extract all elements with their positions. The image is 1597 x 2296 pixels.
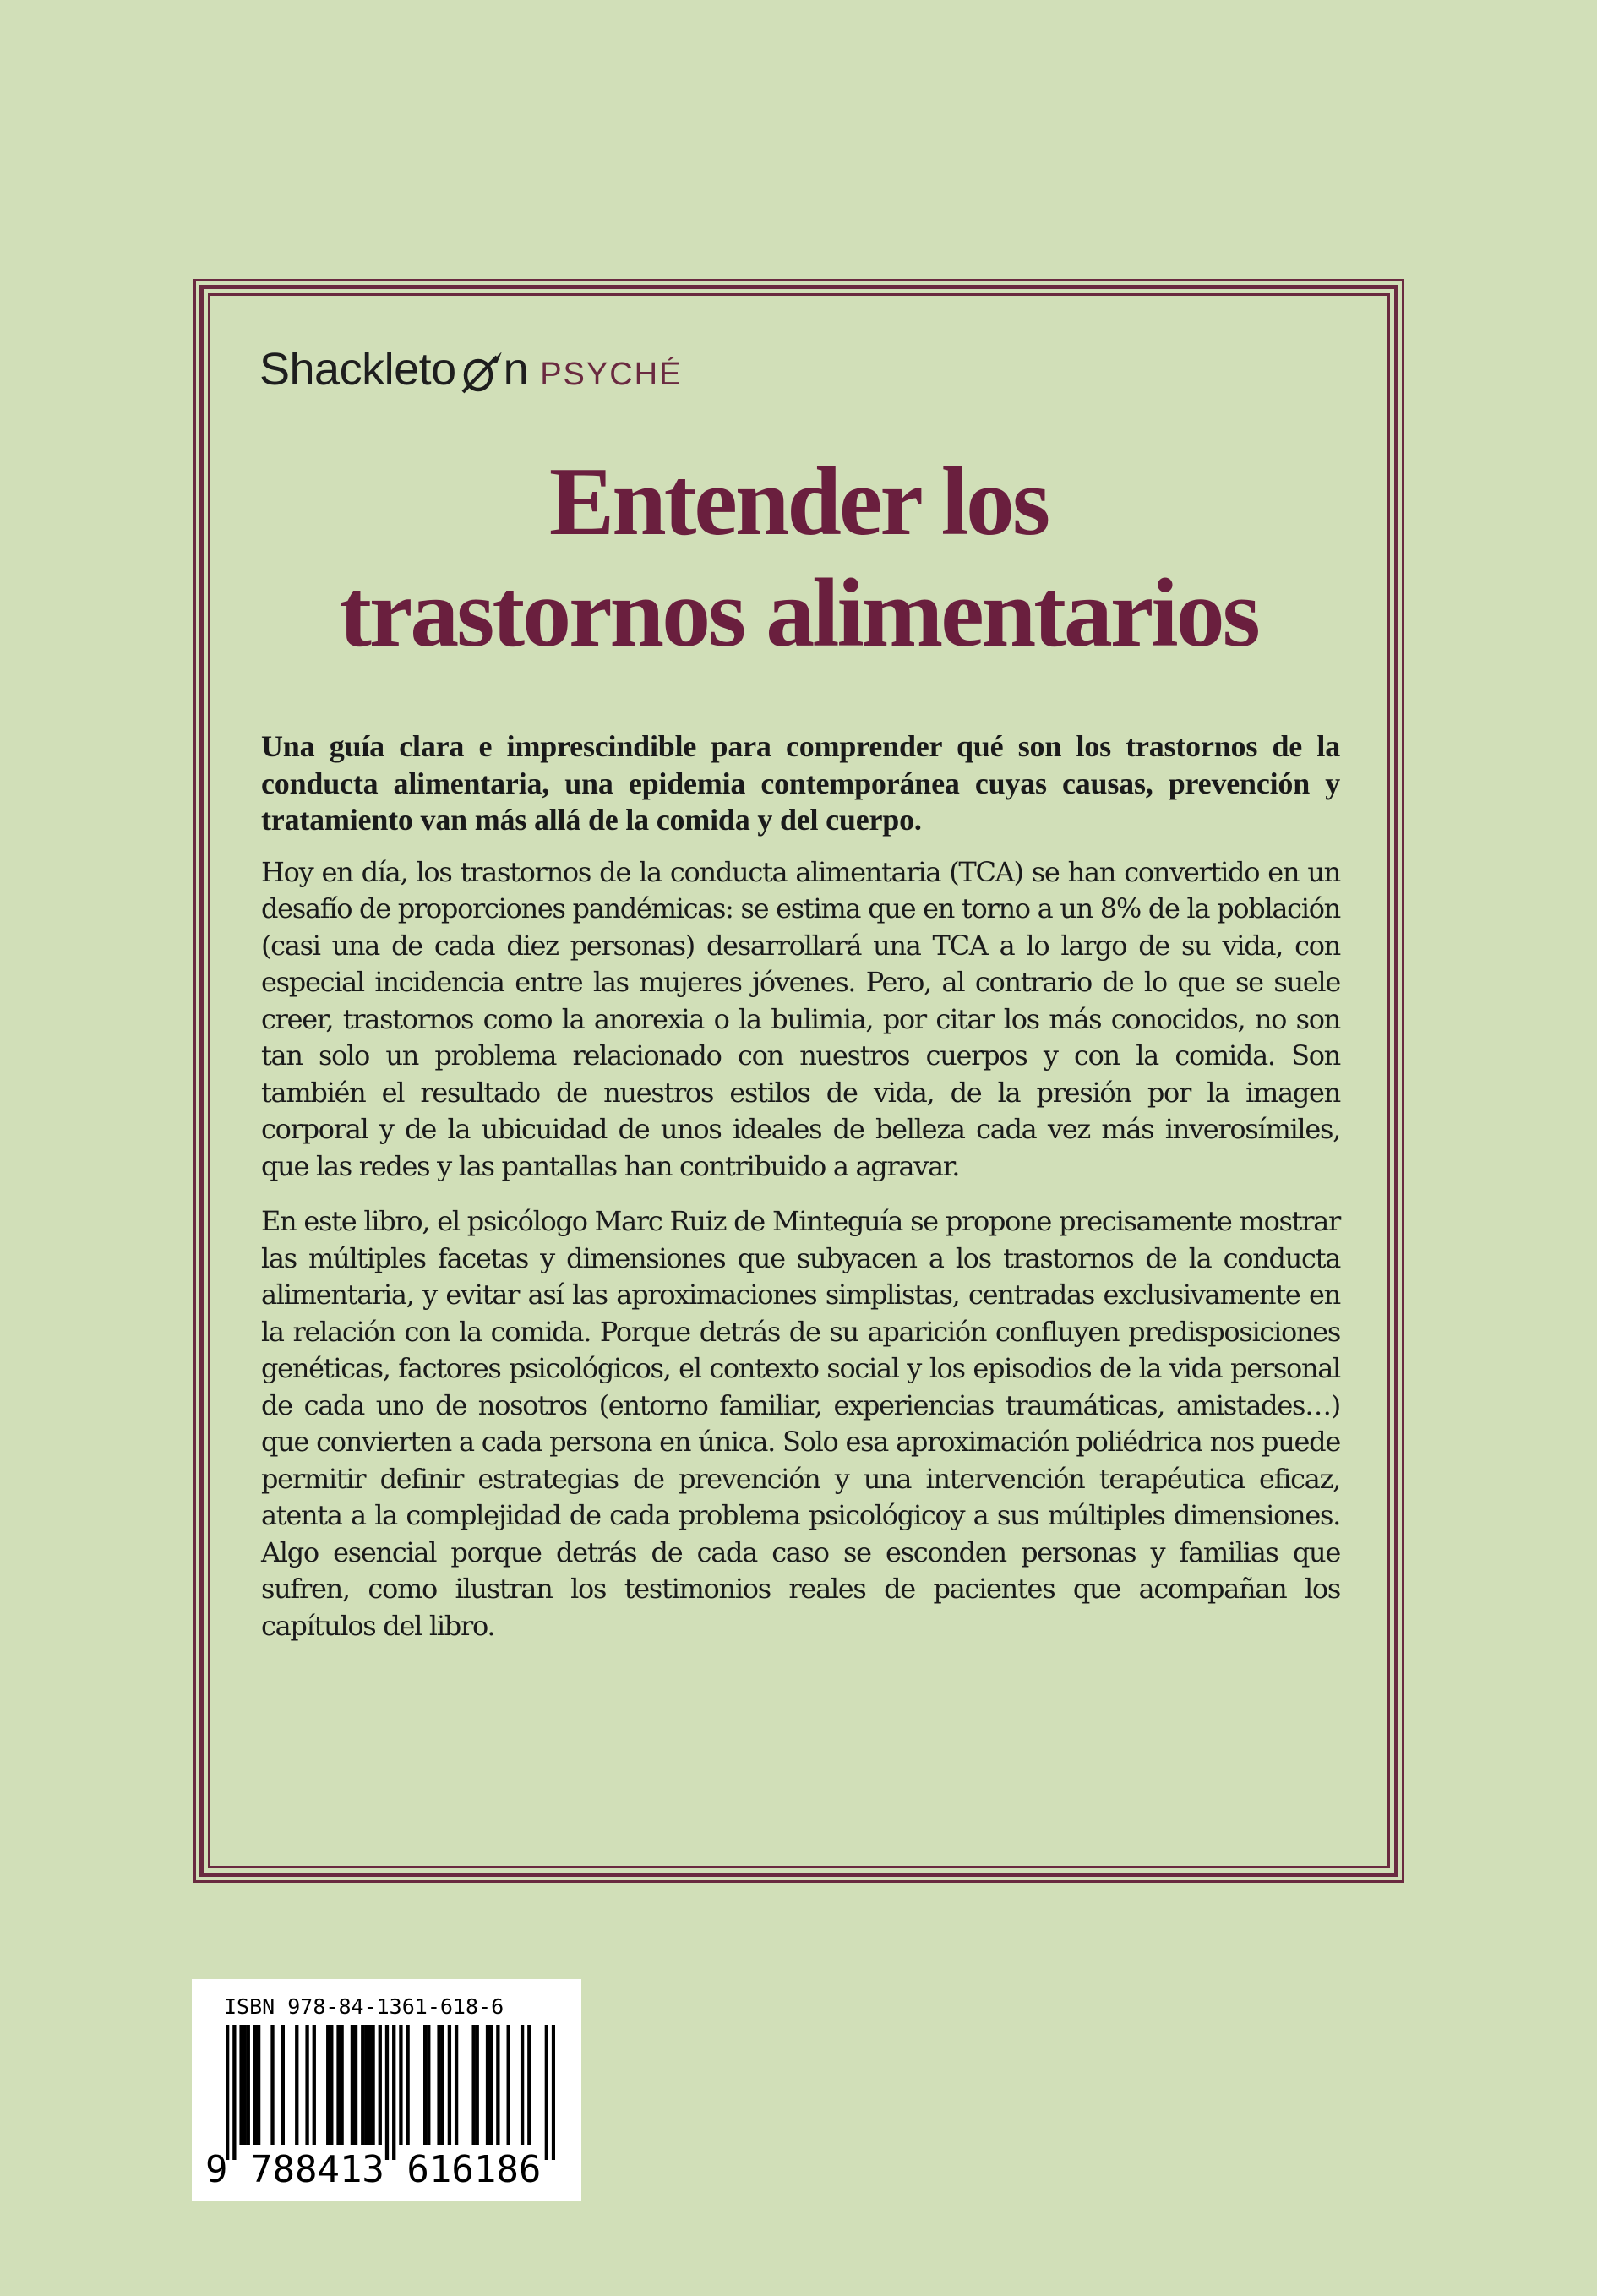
barcode-guard-bar bbox=[232, 2025, 236, 2160]
barcode-guard-bar bbox=[392, 2025, 395, 2160]
barcode-bar bbox=[437, 2025, 440, 2145]
barcode-bars bbox=[226, 2025, 555, 2160]
barcode-bar bbox=[281, 2025, 285, 2145]
barcode-bar bbox=[336, 2025, 340, 2145]
title-line-1: Entender los bbox=[548, 448, 1049, 556]
barcode-bar bbox=[441, 2025, 444, 2145]
barcode-bar bbox=[305, 2025, 308, 2145]
barcode-bar bbox=[527, 2025, 531, 2145]
barcode-bar bbox=[399, 2025, 402, 2145]
isbn-label: ISBN 978-84-1361-618-6 bbox=[224, 1994, 504, 2019]
barcode-bar bbox=[521, 2025, 524, 2145]
barcode-bar bbox=[361, 2025, 364, 2145]
barcode-bar bbox=[471, 2025, 475, 2145]
barcode-bar bbox=[313, 2025, 316, 2145]
barcode-bar bbox=[371, 2025, 374, 2145]
barcode-bar bbox=[406, 2025, 409, 2145]
compass-o-icon bbox=[458, 336, 504, 395]
barcode-bar bbox=[270, 2025, 274, 2145]
barcode-guard-bar bbox=[552, 2025, 555, 2160]
publisher-logo bbox=[259, 336, 682, 395]
barcode-bar bbox=[364, 2025, 368, 2145]
barcode-bar bbox=[239, 2025, 243, 2145]
barcode-bar bbox=[423, 2025, 427, 2145]
barcode-bar bbox=[507, 2025, 510, 2145]
barcode-bar bbox=[379, 2025, 382, 2145]
barcode-bar bbox=[476, 2025, 479, 2145]
barcode-bar bbox=[257, 2025, 260, 2145]
barcode-bar bbox=[340, 2025, 343, 2145]
barcode-bar bbox=[354, 2025, 357, 2145]
title-line-2: trastornos alimentarios bbox=[339, 559, 1258, 668]
barcode-box bbox=[192, 1979, 581, 2201]
barcode-bar bbox=[247, 2025, 250, 2145]
barcode-bar bbox=[427, 2025, 430, 2145]
blurb-lead: Una guía clara e imprescindible para comprender qué son los trastornos de la conducta alimentaria, una epidemia contemporánea cuyas causas, prevención y tratamiento van más allá de la comida y del cuerpo. bbox=[261, 729, 1340, 837]
publisher-name: Shackleto n bbox=[259, 336, 528, 395]
blurb-paragraph-2: En este libro, el psicólogo Marc Ruiz de Minteguía se propone precisamente mostrar las múltiples facetas y dimensiones que subyacen a los trastornos de la conducta alimentaria, y evitar así las aproximaciones simplistas, centradas exclusivamente en la relación con la comida. Porque detrás de su aparición confluyen predisposiciones genéticas, factores psicológicos, el contexto social y los episodios de la vida personal de cada uno de nosotros (entorno familiar, experiencias traumáticas, amistades…) que convierten a cada persona en única. Solo esa aproximación poliédrica nos puede permitir definir estrategias de prevención y una intervención terapéutica eficaz, atenta a la complejidad de cada problema psicológicoy a sus múltiples dimensiones. Algo esencial porque detrás de cada caso se esconden personas y familias que sufren, como ilustran los testimonios reales de pacientes que acompañan los capítulos del libro. bbox=[261, 1205, 1340, 1642]
book-title bbox=[0, 446, 1597, 669]
barcode-bar bbox=[455, 2025, 458, 2145]
barcode-bar bbox=[496, 2025, 499, 2145]
barcode-bar bbox=[351, 2025, 354, 2145]
barcode-guard-bar bbox=[545, 2025, 548, 2160]
blurb bbox=[261, 728, 1340, 1663]
barcode-bar bbox=[243, 2025, 247, 2145]
barcode-guard-bar bbox=[226, 2025, 229, 2160]
barcode-bar bbox=[330, 2025, 333, 2145]
barcode-bar bbox=[368, 2025, 371, 2145]
barcode-bar bbox=[489, 2025, 493, 2145]
series-name: PSYCHÉ bbox=[540, 357, 683, 392]
blurb-paragraph-1: Hoy en día, los trastornos de la conducta alimentaria (TCA) se han convertido en un desafío de proporciones pandémicas: se estima que en torno a un 8% de la población (casi una de cada diez personas) desarrollará una TCA a lo largo de su vida, con especial incidencia entre las mujeres jóvenes. Pero, al contrario de lo que se suele creer, trastornos como la anorexia o la bulimia, por citar los más conocidos, no son tan solo un problema relacionado con nuestros cuerpos y con la comida. Son también el resultado de nuestros estilos de vida, de la presión por la imagen corporal y de la ubicuidad de unos ideales de belleza cada vez más inverosímiles, que las redes y las pantallas han contribuido a agravar. bbox=[261, 855, 1340, 1182]
barcode-bar bbox=[253, 2025, 257, 2145]
barcode-guard-bar bbox=[385, 2025, 389, 2160]
barcode-digits: 9 788413 616186 bbox=[205, 2148, 542, 2191]
barcode-bar bbox=[486, 2025, 489, 2145]
barcode-bar bbox=[326, 2025, 330, 2145]
barcode-bar bbox=[295, 2025, 298, 2145]
barcode-bar bbox=[448, 2025, 451, 2145]
